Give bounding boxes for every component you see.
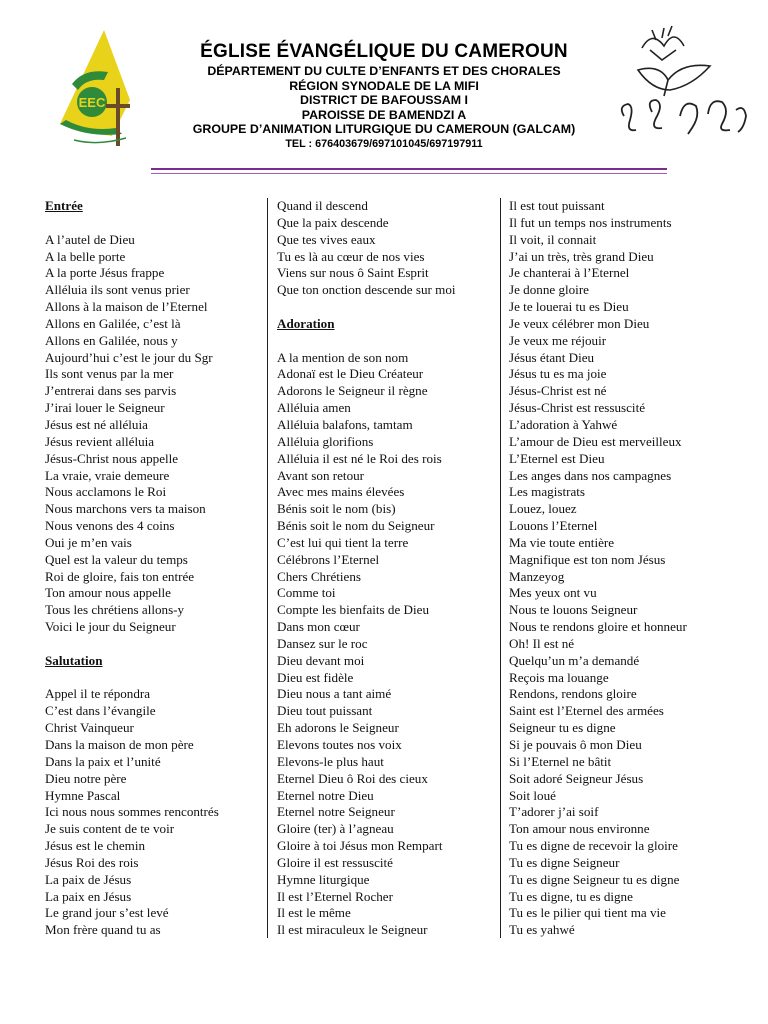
song-title: Elevons-le plus haut <box>277 753 384 769</box>
song-title: Allons à la maison de l’Eternel <box>45 299 208 315</box>
song-title: Je donne gloire <box>509 282 589 298</box>
song-title: J’entrerai dans ses parvis <box>45 383 177 399</box>
song-title: Adonaï est le Dieu Créateur <box>277 366 424 382</box>
blank-line <box>45 215 260 232</box>
song-title: La paix de Jésus <box>45 871 132 887</box>
song-title: Il est l’Eternel Rocher <box>277 888 393 904</box>
section-heading: Salutation <box>45 652 103 668</box>
song-title: Tous les chrétiens allons-y <box>45 602 185 618</box>
song-title: Je veux me réjouir <box>509 332 607 348</box>
song-title: Saint est l’Eternel des armées <box>509 703 664 719</box>
song-title: Il voit, il connait <box>509 231 597 247</box>
group-line: GROUPE D’ANIMATION LITURGIQUE DU CAMEROUN (GALCAM) <box>192 122 576 137</box>
section-heading: Entrée <box>45 198 83 213</box>
song-title: Compte les bienfaits de Dieu <box>277 602 429 618</box>
song-title: Aujourd’hui c’est le jour du Sgr <box>45 349 213 365</box>
song-title: Reçois ma louange <box>509 669 609 685</box>
song-title: Les anges dans nos campagnes <box>509 467 672 483</box>
song-title: Tu es digne Seigneur <box>509 854 620 870</box>
song-title: Allons en Galilée, nous y <box>45 332 178 348</box>
song-title: Le grand jour s’est levé <box>45 905 169 921</box>
svg-text:EEC: EEC <box>78 95 106 110</box>
song-title: Ton amour nous appelle <box>45 585 171 601</box>
song-title: Voici le jour du Seigneur <box>45 619 176 635</box>
song-title: Que ton onction descende sur moi <box>277 282 456 298</box>
song-title: Soit loué <box>509 787 556 803</box>
song-title: Bénis soit le nom du Seigneur <box>277 518 435 534</box>
song-title: Nous te louons Seigneur <box>509 602 638 618</box>
song-column-3 <box>509 198 734 939</box>
song-title: Ici nous nous sommes rencontrés <box>45 804 219 820</box>
song-title: Il est tout puissant <box>509 198 605 213</box>
song-title: Ils sont venus par la mer <box>45 366 174 382</box>
song-title: Avec mes mains élevées <box>277 484 405 500</box>
section-heading: Adoration <box>277 315 335 331</box>
header-divider <box>151 168 667 170</box>
song-title: Jésus est le chemin <box>45 838 145 854</box>
song-title: Roi de gloire, fais ton entrée <box>45 568 195 584</box>
song-title: Jésus-Christ est ressuscité <box>509 400 646 416</box>
song-title: Si je pouvais ô mon Dieu <box>509 737 642 752</box>
song-title: Que la paix descende <box>277 214 389 230</box>
song-title: Alléluia balafons, tamtam <box>277 416 413 432</box>
dove-emblem <box>612 20 752 146</box>
song-title: Louons l’Eternel <box>509 518 598 534</box>
song-title: Tu es le pilier qui tient ma vie <box>509 905 666 921</box>
song-title: Que tes vives eaux <box>277 231 376 247</box>
song-title: Oui je m’en vais <box>45 534 132 550</box>
song-title: Ton amour nous environne <box>509 821 650 837</box>
song-title: Christ Vainqueur <box>45 720 134 736</box>
song-title: Hymne liturgique <box>277 871 370 887</box>
song-title: A la belle porte <box>45 248 126 264</box>
song-title: Manzeyog <box>509 568 565 584</box>
song-title: Nous marchons vers ta maison <box>45 501 206 517</box>
song-title: Soit adoré Seigneur Jésus <box>509 770 644 786</box>
song-title: Dans la maison de mon père <box>45 737 194 752</box>
song-title: Il est miraculeux le Seigneur <box>277 922 428 938</box>
blank-line <box>277 299 497 316</box>
song-title: Gloire il est ressuscité <box>277 854 393 870</box>
song-title: Jésus-Christ nous appelle <box>45 450 179 466</box>
parish-line: PAROISSE DE BAMENDZI A <box>301 107 467 122</box>
song-title: Allons en Galilée, c’est là <box>45 315 181 331</box>
region-line: RÉGION SYNODALE DE LA MIFI <box>289 78 479 93</box>
song-title: A la mention de son nom <box>277 349 409 365</box>
document-header <box>0 0 768 180</box>
song-title: Tu es digne de recevoir la gloire <box>509 838 678 854</box>
cross-icon <box>116 88 120 146</box>
song-title: Dieu est fidèle <box>277 669 354 685</box>
song-title: Avant son retour <box>277 467 365 483</box>
song-title: Je suis content de te voir <box>45 821 175 837</box>
blank-line <box>45 670 260 687</box>
song-title: Louez, louez <box>509 501 577 517</box>
song-title: Dieu nous a tant aimé <box>277 686 392 702</box>
song-title: Tu es digne, tu es digne <box>509 888 633 904</box>
song-title: L’Eternel est Dieu <box>509 450 605 466</box>
song-title: C’est lui qui tient la terre <box>277 534 409 550</box>
song-title: Célébrons l’Eternel <box>277 551 380 567</box>
song-title: Mon frère quand tu as <box>45 922 161 938</box>
song-title: Je te louerai tu es Dieu <box>509 299 629 315</box>
song-title: Il est le même <box>277 905 351 921</box>
song-title: Jésus tu es ma joie <box>509 366 607 382</box>
song-title: Hymne Pascal <box>45 787 121 803</box>
song-title: Rendons, rendons gloire <box>509 686 637 702</box>
song-title: Dieu notre père <box>45 770 127 786</box>
department-line: DÉPARTEMENT DU CULTE D’ENFANTS ET DES CHORALES <box>207 64 561 78</box>
song-title: Magnifique est ton nom Jésus <box>509 551 666 567</box>
blank-line <box>277 333 497 350</box>
column-separator <box>267 198 268 938</box>
song-title: Nous venons des 4 coins <box>45 518 175 534</box>
eec-logo <box>52 28 144 152</box>
song-title: Tu es yahwé <box>509 922 575 938</box>
district-line: DISTRICT DE BAFOUSSAM I <box>300 93 468 108</box>
song-title: Nous te rendons gloire et honneur <box>509 619 687 635</box>
song-title: Jésus-Christ est né <box>509 383 607 399</box>
song-title: Alléluia il est né le Roi des rois <box>277 450 442 466</box>
song-title: Chers Chrétiens <box>277 568 362 584</box>
song-title: Eternel notre Dieu <box>277 787 374 803</box>
song-title: Gloire (ter) à l’agneau <box>277 821 394 837</box>
song-title: Quand il descend <box>277 198 368 213</box>
song-title: Adorons le Seigneur il règne <box>277 383 428 399</box>
song-title: Si l’Eternel ne bâtit <box>509 753 612 769</box>
song-title: Viens sur nous ô Saint Esprit <box>277 265 429 281</box>
song-title: Jésus étant Dieu <box>509 349 595 365</box>
song-title: Seigneur tu es digne <box>509 720 616 736</box>
song-title: Gloire à toi Jésus mon Rempart <box>277 838 443 854</box>
song-title: Dieu tout puissant <box>277 703 373 719</box>
header-text-block <box>150 40 618 152</box>
song-title: Dans la paix et l’unité <box>45 753 161 769</box>
song-title: Jésus Roi des rois <box>45 854 139 870</box>
song-title: Oh! Il est né <box>509 635 575 651</box>
song-title: Ma vie toute entière <box>509 534 615 550</box>
song-title: Eternel notre Seigneur <box>277 804 395 820</box>
song-title: L’adoration à Yahwé <box>509 416 618 432</box>
song-title: Je chanterai à l’Eternel <box>509 265 630 281</box>
song-title: Dansez sur le roc <box>277 635 368 651</box>
column-separator <box>500 198 501 938</box>
song-column-2 <box>277 198 497 939</box>
telephone-line: TEL : 676403679/697101045/697197911 <box>285 137 483 150</box>
song-title: Eternel Dieu ô Roi des cieux <box>277 770 428 786</box>
stylized-people-icon <box>622 100 746 134</box>
song-title: Bénis soit le nom (bis) <box>277 501 396 517</box>
song-title: Alléluia ils sont venus prier <box>45 282 190 298</box>
song-title: J’ai un très, très grand Dieu <box>509 248 654 264</box>
song-title: La vraie, vraie demeure <box>45 467 170 483</box>
song-title: Nous acclamons le Roi <box>45 484 167 500</box>
song-title: Alléluia glorifions <box>277 433 374 449</box>
song-title: Dieu devant moi <box>277 652 365 668</box>
song-title: Quelqu’un m’a demandé <box>509 652 640 668</box>
song-title: La paix en Jésus <box>45 888 132 904</box>
song-title: Tu es digne Seigneur tu es digne <box>509 871 680 887</box>
song-title: C’est dans l’évangile <box>45 703 156 719</box>
song-title: Les magistrats <box>509 484 585 500</box>
song-title: Appel il te répondra <box>45 686 151 702</box>
song-title: Quel est la valeur du temps <box>45 551 188 567</box>
song-title: A la porte Jésus frappe <box>45 265 165 281</box>
song-title: Eh adorons le Seigneur <box>277 720 399 736</box>
song-title: A l’autel de Dieu <box>45 231 135 247</box>
song-title: L’amour de Dieu est merveilleux <box>509 433 682 449</box>
dove-icon <box>638 26 710 96</box>
song-title: Comme toi <box>277 585 336 601</box>
song-title: Il fut un temps nos instruments <box>509 214 672 230</box>
song-title: Jésus revient alléluia <box>45 433 155 449</box>
header-divider-thin <box>151 173 667 174</box>
song-title: Alléluia amen <box>277 400 351 416</box>
church-title: ÉGLISE ÉVANGÉLIQUE DU CAMEROUN <box>200 41 568 62</box>
song-title: Mes yeux ont vu <box>509 585 597 601</box>
song-title: T’adorer j’ai soif <box>509 804 599 820</box>
song-column-1 <box>45 198 260 939</box>
song-title: J’irai louer le Seigneur <box>45 400 165 416</box>
blank-line <box>45 636 260 653</box>
song-title: Je veux célébrer mon Dieu <box>509 315 650 331</box>
song-title: Tu es là au cœur de nos vies <box>277 248 425 264</box>
song-title: Dans mon cœur <box>277 619 360 635</box>
song-title: Elevons toutes nos voix <box>277 737 402 752</box>
song-title: Jésus est né alléluia <box>45 416 148 432</box>
